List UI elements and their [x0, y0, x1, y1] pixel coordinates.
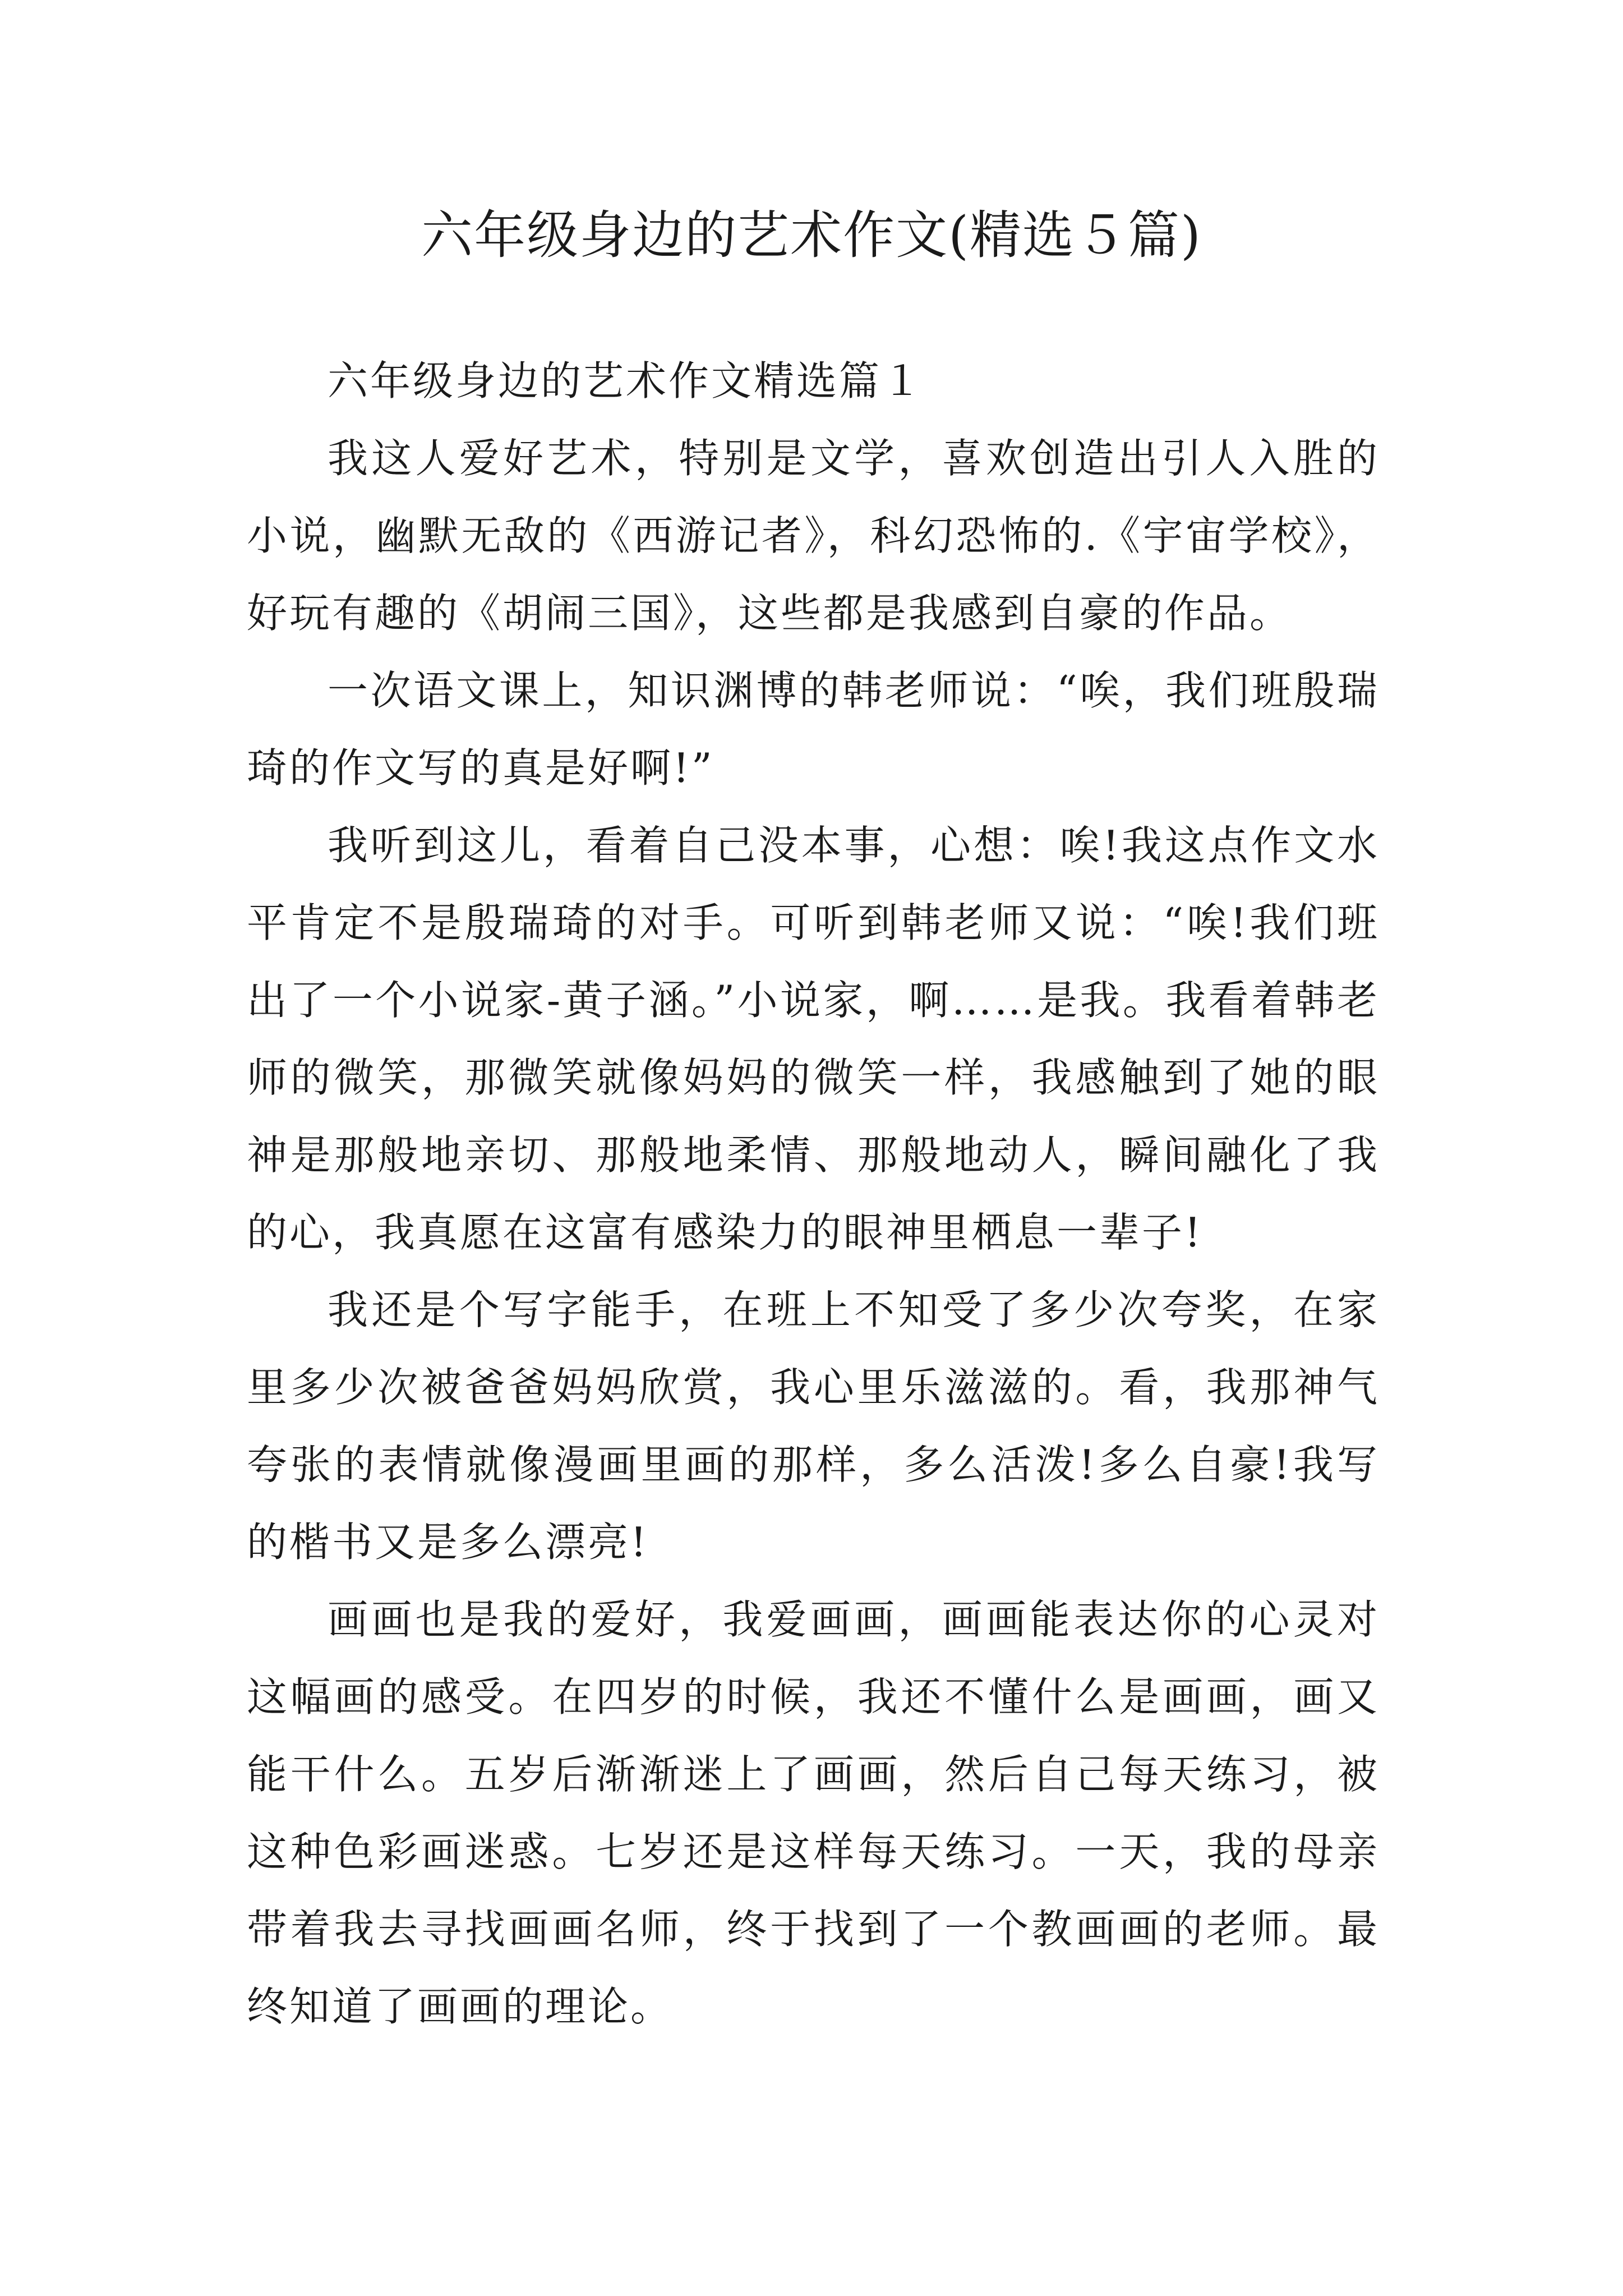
- section-heading: 六年级身边的艺术作文精选篇１: [328, 357, 925, 404]
- paragraph: 我这人爱好艺术，特别是文学，喜欢创造出引人入胜的小说，幽默无敌的《西游记者》，科幻恐怖的.《宇宙学校》，好玩有趣的《胡闹三国》，这些都是我感到自豪的作品。: [247, 435, 1380, 637]
- document-body: [247, 342, 1380, 2045]
- paragraph: 我听到这儿，看着自己没本事，心想：唉!我这点作文水平肯定不是殷瑞琦的对手。可听到韩老师又说：“唉!我们班出了一个小说家-黄子涵。”小说家，啊……是我。我看着韩老师的微笑，那微笑就像妈妈的微笑一样，我感触到了她的眼神是那般地亲切、那般地柔情、那般地动人，瞬间融化了我的心，我真愿在这富有感染力的眼神里栖息一辈子!: [247, 822, 1380, 1256]
- document-title: 六年级身边的艺术作文(精选５篇): [421, 205, 1202, 265]
- paragraph: 一次语文课上，知识渊博的韩老师说：“唉，我们班殷瑞琦的作文写的真是好啊!”: [247, 667, 1380, 792]
- paragraph: 我还是个写字能手，在班上不知受了多少次夸奖，在家里多少次被爸爸妈妈欣赏，我心里乐滋滋的。看，我那神气夸张的表情就像漫画里画的那样，多么活泼!多么自豪!我写的楷书又是多么漂亮!: [247, 1286, 1380, 1566]
- paragraph: 画画也是我的爱好，我爱画画，画画能表达你的心灵对这幅画的感受。在四岁的时候，我还不懂什么是画画，画又能干什么。五岁后渐渐迷上了画画，然后自己每天练习，被这种色彩画迷惑。七岁还是这样每天练习。一天，我的母亲带着我去寻找画画名师，终于找到了一个教画画的老师。最终知道了画画的理论。: [247, 1596, 1380, 2030]
